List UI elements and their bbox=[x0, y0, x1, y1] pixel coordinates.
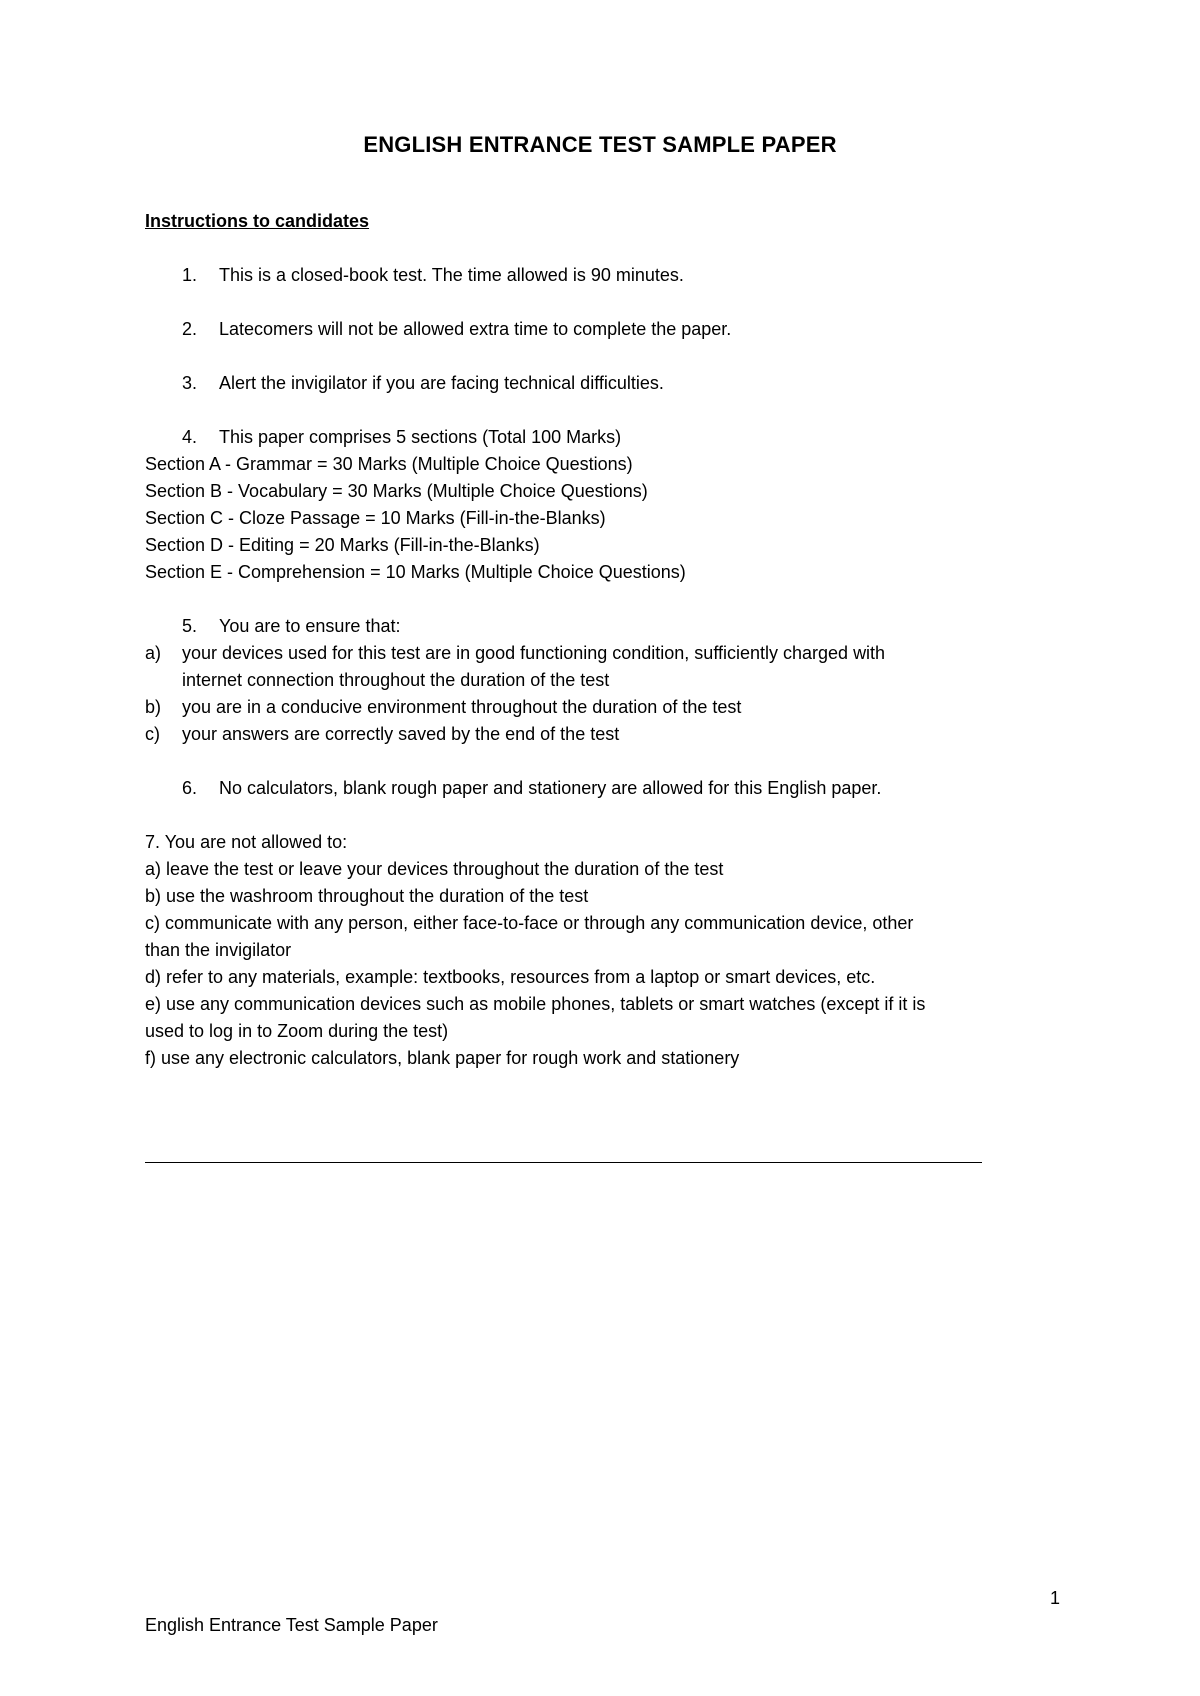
item-number: 1. bbox=[182, 265, 198, 285]
instruction-item-3 bbox=[145, 370, 1065, 397]
item-text: This paper comprises 5 sections (Total 100 Marks) bbox=[219, 427, 622, 447]
instruction-item-1 bbox=[145, 262, 1065, 289]
page-number: 1 bbox=[1050, 1588, 1061, 1608]
section-line: Section E - Comprehension = 10 Marks (Multiple Choice Questions) bbox=[145, 562, 686, 582]
item-text: No calculators, blank rough paper and stationery are allowed for this English paper. bbox=[219, 778, 882, 798]
sub-item bbox=[145, 694, 1065, 721]
instruction-item-2 bbox=[145, 316, 1065, 343]
item-number: 4. bbox=[182, 427, 198, 447]
sub-item-label: b) bbox=[145, 697, 162, 717]
restriction-line: a) leave the test or leave your devices throughout the duration of the test bbox=[145, 859, 724, 879]
restriction-line: f) use any electronic calculators, blank paper for rough work and stationery bbox=[145, 1048, 740, 1068]
sub-item-text: you are in a conducive environment throughout the duration of the test bbox=[182, 697, 742, 717]
restriction-line: e) use any communication devices such as mobile phones, tablets or smart watches (except if it is used to log in to Zoom during the test) bbox=[145, 994, 926, 1041]
document-title: ENGLISH ENTRANCE TEST SAMPLE PAPER bbox=[363, 132, 837, 157]
instructions-heading: Instructions to candidates bbox=[145, 211, 370, 231]
instruction-item-7 bbox=[145, 829, 1065, 1072]
page-footer: English Entrance Test Sample Paper bbox=[145, 1615, 438, 1635]
section-line: Section B - Vocabulary = 30 Marks (Multiple Choice Questions) bbox=[145, 481, 648, 501]
sub-item bbox=[145, 721, 1065, 748]
sub-item-text: your devices used for this test are in good functioning condition, sufficiently charged with internet connection throughout the duration of the test bbox=[182, 643, 886, 690]
item-number: 6. bbox=[182, 778, 198, 798]
item-text: 7. You are not allowed to: bbox=[145, 832, 348, 852]
item-text: This is a closed-book test. The time allowed is 90 minutes. bbox=[219, 265, 684, 285]
item-number: 2. bbox=[182, 319, 198, 339]
sub-item bbox=[145, 640, 1065, 694]
instruction-item-4 bbox=[145, 424, 1065, 586]
item-number: 3. bbox=[182, 373, 198, 393]
horizontal-rule bbox=[145, 1162, 982, 1163]
restriction-line: c) communicate with any person, either face-to-face or through any communication device, other than the invigilator bbox=[145, 913, 914, 960]
sub-item-text: your answers are correctly saved by the end of the test bbox=[182, 724, 620, 744]
sub-item-label: a) bbox=[145, 643, 162, 663]
restriction-line: d) refer to any materials, example: textbooks, resources from a laptop or smart devices, etc. bbox=[145, 967, 876, 987]
instruction-item-6 bbox=[145, 775, 1065, 802]
instruction-item-5 bbox=[145, 613, 1065, 748]
instructions-content bbox=[145, 208, 1065, 1099]
item-text: You are to ensure that: bbox=[219, 616, 401, 636]
section-line: Section A - Grammar = 30 Marks (Multiple Choice Questions) bbox=[145, 454, 633, 474]
item-text: Alert the invigilator if you are facing technical difficulties. bbox=[219, 373, 664, 393]
restriction-line: b) use the washroom throughout the duration of the test bbox=[145, 886, 589, 906]
section-line: Section C - Cloze Passage = 10 Marks (Fill-in-the-Blanks) bbox=[145, 508, 606, 528]
section-line: Section D - Editing = 20 Marks (Fill-in-the-Blanks) bbox=[145, 535, 540, 555]
item-number: 5. bbox=[182, 616, 198, 636]
item-text: Latecomers will not be allowed extra time to complete the paper. bbox=[219, 319, 732, 339]
sub-item-label: c) bbox=[145, 724, 160, 744]
